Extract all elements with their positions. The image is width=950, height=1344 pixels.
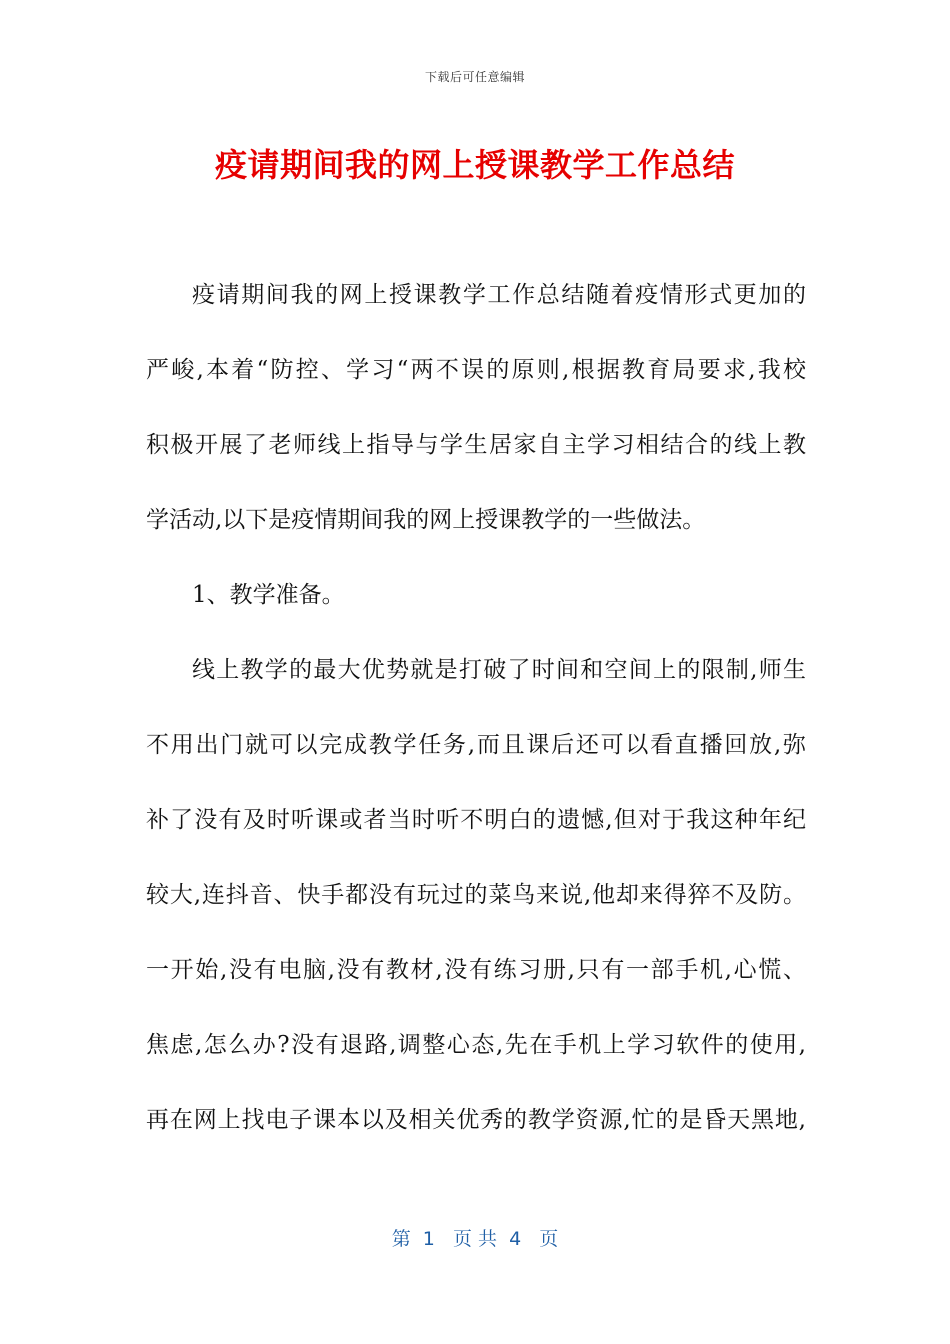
body-line: 学活动,以下是疫情期间我的网上授课教学的一些做法。 bbox=[146, 507, 706, 533]
section-heading: 1、教学准备。 bbox=[192, 582, 345, 608]
body-line: 线上教学的最大优势就是打破了时间和空间上的限制,师生 bbox=[192, 657, 806, 683]
body-line: 再在网上找电子课本以及相关优秀的教学资源,忙的是昏天黑地, bbox=[146, 1107, 806, 1133]
body-line: 积极开展了老师线上指导与学生居家自主学习相结合的线上教 bbox=[146, 432, 806, 458]
document-body bbox=[146, 266, 806, 1166]
document-title: 疫请期间我的网上授课教学工作总结 bbox=[214, 146, 735, 184]
body-line: 较大,连抖音、快手都没有玩过的菜鸟来说,他却来得猝不及防。 bbox=[146, 882, 806, 908]
body-line: 焦虑,怎么办?没有退路,调整心态,先在手机上学习软件的使用, bbox=[146, 1032, 806, 1058]
body-line: 疫请期间我的网上授课教学工作总结随着疫情形式更加的 bbox=[192, 282, 806, 308]
page-number-footer: 第 1 页 共 4 页 bbox=[391, 1228, 559, 1250]
body-line: 严峻,本着“防控、学习“两不误的原则,根据教育局要求,我校 bbox=[146, 357, 806, 383]
header-note: 下载后可任意编辑 bbox=[424, 70, 525, 84]
body-line: 补了没有及时听课或者当时听不明白的遗憾,但对于我这种年纪 bbox=[146, 807, 806, 833]
body-line: 一开始,没有电脑,没有教材,没有练习册,只有一部手机,心慌、 bbox=[146, 957, 806, 983]
body-line: 不用出门就可以完成教学任务,而且课后还可以看直播回放,弥 bbox=[146, 732, 806, 758]
